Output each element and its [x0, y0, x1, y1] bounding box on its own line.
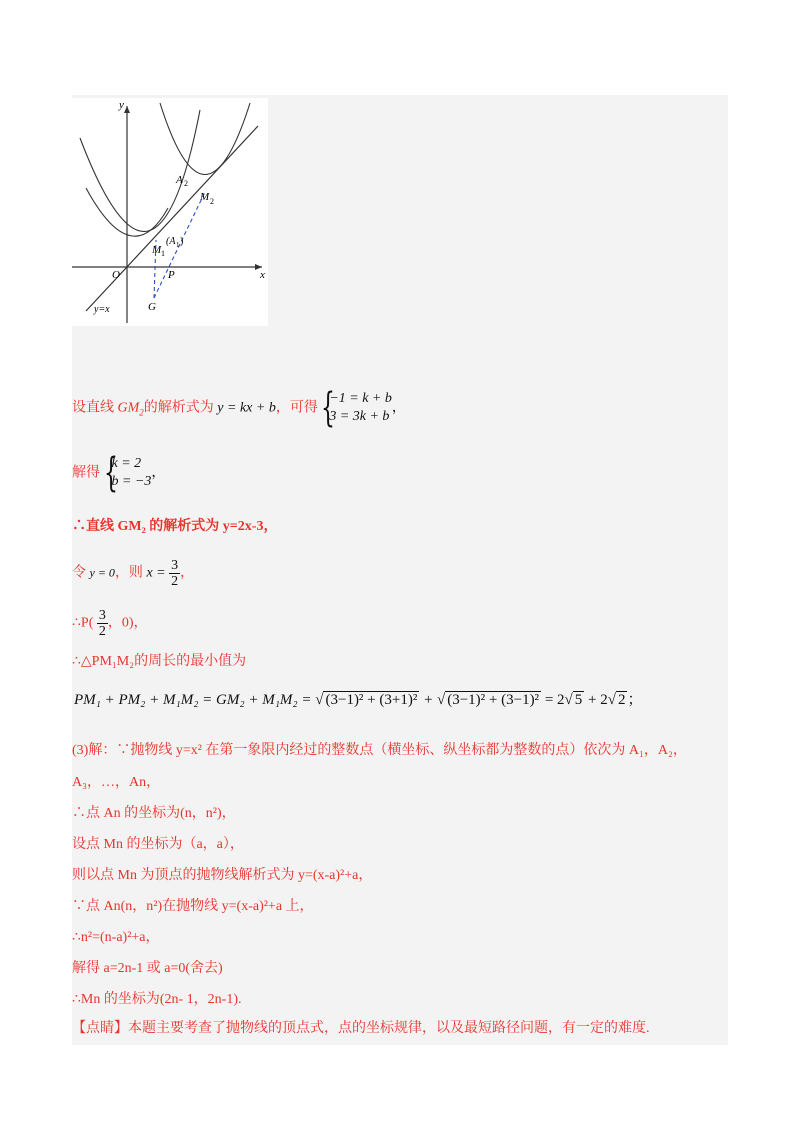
- line-y-equals-x: [86, 126, 258, 311]
- system-equations-2: { k = 2 b = −3: [103, 450, 152, 496]
- line-equation: ∴n²=(n-a)²+a，: [72, 930, 160, 945]
- graph-figure: [72, 98, 268, 326]
- parabola-1: [80, 110, 200, 231]
- line-let-y0: 令 y = 0，则 x = $\frac{3}{2}$ ，: [72, 558, 195, 589]
- line-point-p: ∴P( $\frac{3}{2}$ ，0)，: [72, 608, 148, 639]
- line-perimeter-min: ∴△PM₁M₂的周长的最小值为: [72, 654, 247, 669]
- parabola-graph: [72, 98, 268, 326]
- line-set-gm2: 设直线 $GM_2$的解析式为 y = kx + b，可得 { −1 = k + b 3 = 3k + b ，: [72, 385, 406, 431]
- line-comment: 【点睛】本题主要考查了抛物线的顶点式，点的坐标规律，以及最短路径问题，有一定的难度.: [72, 1021, 650, 1036]
- a1-label: (A: [166, 236, 176, 247]
- y-axis-arrow: [124, 106, 130, 113]
- parabola-3: [160, 103, 250, 175]
- line-part3: (3)解：∵抛物线 y=x² 在第一象限内经过的整数点（横坐标、纵坐标都为整数的点）依次为 A₁，A₂，: [72, 743, 687, 758]
- line-solve: 解得 { k = 2 b = −3 ，: [72, 450, 166, 496]
- line-an-coord: ∴点 An 的坐标为(n，n²)，: [72, 806, 236, 821]
- line-gm2-result: ∴直线 GM₂ 的解析式为 y=2x-3，: [72, 519, 278, 534]
- line-label: y=x: [94, 304, 110, 315]
- y-label: y: [119, 99, 124, 111]
- m1-label: M: [152, 244, 162, 256]
- m1-sub: 1: [161, 249, 165, 258]
- a1-sub: 1: [176, 241, 180, 249]
- origin-label: O: [112, 269, 120, 281]
- line-a3-an: A₃，…，An，: [72, 775, 161, 790]
- fraction-3-2-p: $\frac{3}{2}$: [98, 608, 106, 639]
- line-solve-a: 解得 a=2n-1 或 a=0(舍去): [72, 961, 223, 976]
- a2-sub: 2: [184, 179, 188, 188]
- line-mn-result: ∴Mn 的坐标为(2n- 1，2n-1).: [72, 992, 242, 1007]
- a2-label: A: [176, 174, 183, 186]
- system-equations-1: { −1 = k + b 3 = 3k + b: [321, 385, 392, 431]
- line-an-on-parabola: ∵点 An(n，n²)在抛物线 y=(x-a)²+a 上，: [72, 899, 314, 914]
- line-parabola-mn: 则以点 Mn 为顶点的抛物线解析式为 y=(x-a)²+a，: [72, 868, 373, 883]
- fraction-3-2: $\frac{3}{2}$: [171, 558, 179, 589]
- a1-close: ): [180, 236, 184, 247]
- line-mn-coord: 设点 Mn 的坐标为（a，a），: [72, 837, 244, 852]
- g-label: G: [148, 301, 156, 313]
- m2-label: M: [200, 191, 210, 203]
- m2-sub: 2: [210, 197, 214, 206]
- p-label: P: [168, 269, 175, 281]
- formula-perimeter: PM₁ + PM₂ + M₁M₂ = GM₂ + M₁M₂ = √ (3−1)² + (3+1)² + √ (3−1)² + (3−1)² = 2√ 5 + 2√ 2 ；: [74, 692, 643, 708]
- x-label: x: [260, 269, 265, 281]
